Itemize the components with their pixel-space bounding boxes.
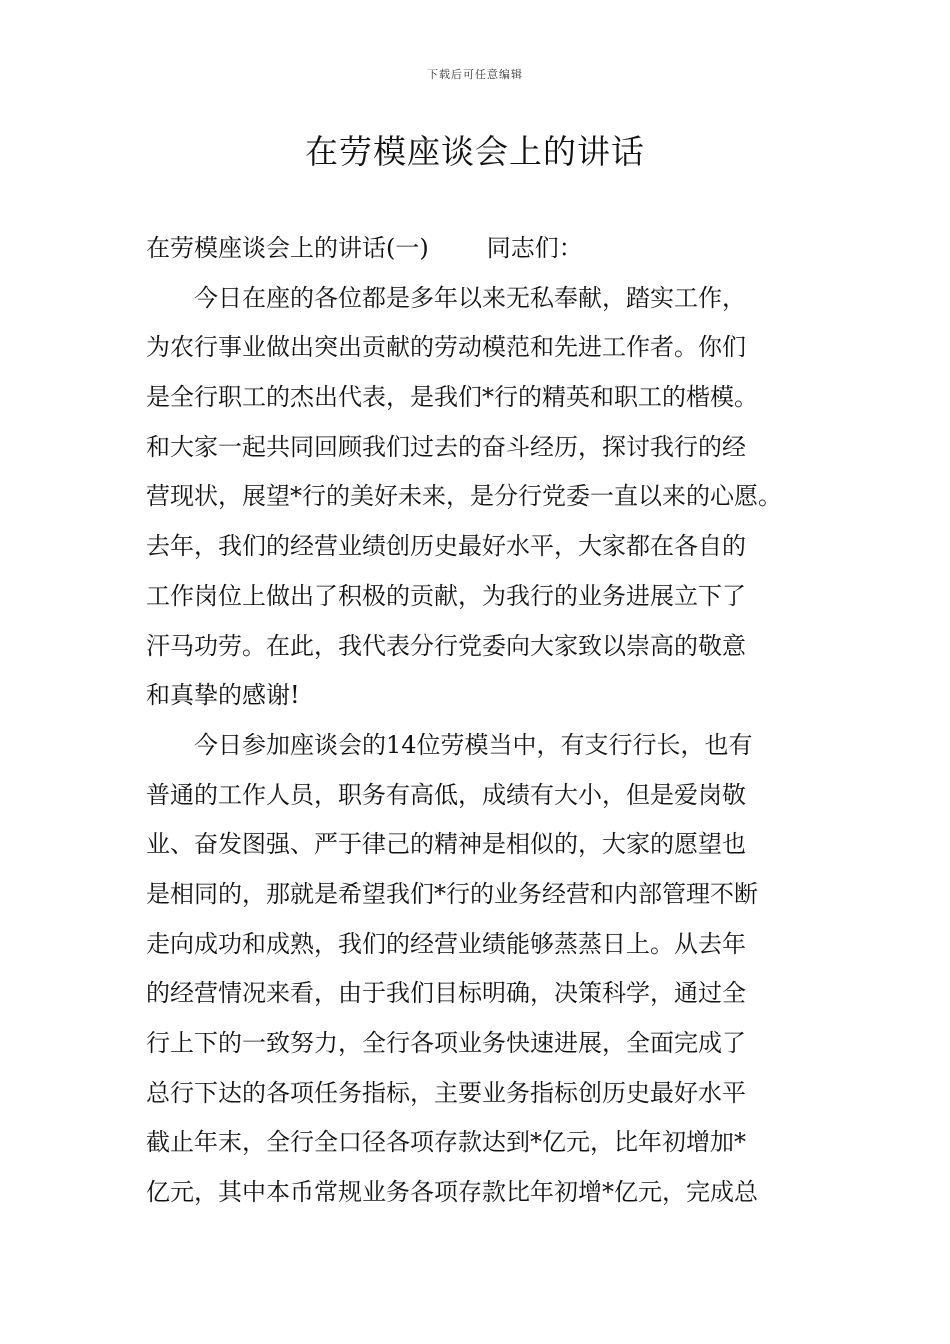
body-line: 走向成功和成熟，我们的经营业绩能够蒸蒸日上。从去年 <box>146 929 746 958</box>
body-line: 汗马功劳。在此，我代表分行党委向大家致以崇高的敬意 <box>146 631 746 660</box>
header-note: 下载后可任意编辑 <box>427 68 523 81</box>
body-line: 营现状，展望*行的美好未来，是分行党委一直以来的心愿。 <box>146 482 782 511</box>
document-body <box>146 224 822 1218</box>
body-line: 截止年末，全行全口径各项存款达到*亿元，比年初增加* <box>146 1128 746 1157</box>
body-line: 去年，我们的经营业绩创历史最好水平，大家都在各自的 <box>146 532 746 561</box>
body-line: 工作岗位上做出了积极的贡献，为我行的业务进展立下了 <box>146 581 746 610</box>
body-line: 为农行事业做出突出贡献的劳动模范和先进工作者。你们 <box>146 333 746 362</box>
document-title: 在劳模座谈会上的讲话 <box>305 132 645 171</box>
body-line: 和大家一起共同回顾我们过去的奋斗经历，探讨我行的经 <box>146 432 746 461</box>
body-line: 和真挚的感谢! <box>146 681 300 710</box>
body-line: 的经营情况来看，由于我们目标明确，决策科学，通过全 <box>146 979 746 1008</box>
body-line: 是相同的，那就是希望我们*行的业务经营和内部管理不断 <box>146 879 758 908</box>
intro-line <box>146 224 822 274</box>
body-line: 今日在座的各位都是多年以来无私奉献，踏实工作， <box>146 283 746 312</box>
body-line: 业、奋发图强、严于律己的精神是相似的，大家的愿望也 <box>146 830 746 859</box>
body-line: 亿元，其中本币常规业务各项存款比年初增*亿元，完成总 <box>146 1178 758 1207</box>
body-line: 普通的工作人员，职务有高低，成绩有大小，但是爱岗敬 <box>146 780 746 809</box>
body-line: 行上下的一致努力，全行各项业务快速进展，全面完成了 <box>146 1029 746 1057</box>
body-line: 今日参加座谈会的14位劳模当中，有支行行长，也有 <box>146 730 753 759</box>
salutation: 同志们： <box>486 234 583 262</box>
body-line: 是全行职工的杰出代表，是我们*行的精英和职工的楷模。 <box>146 383 758 412</box>
speech-subtitle: 在劳模座谈会上的讲话(一) <box>146 234 429 262</box>
body-line: 总行下达的各项任务指标，主要业务指标创历史最好水平 <box>146 1078 746 1107</box>
